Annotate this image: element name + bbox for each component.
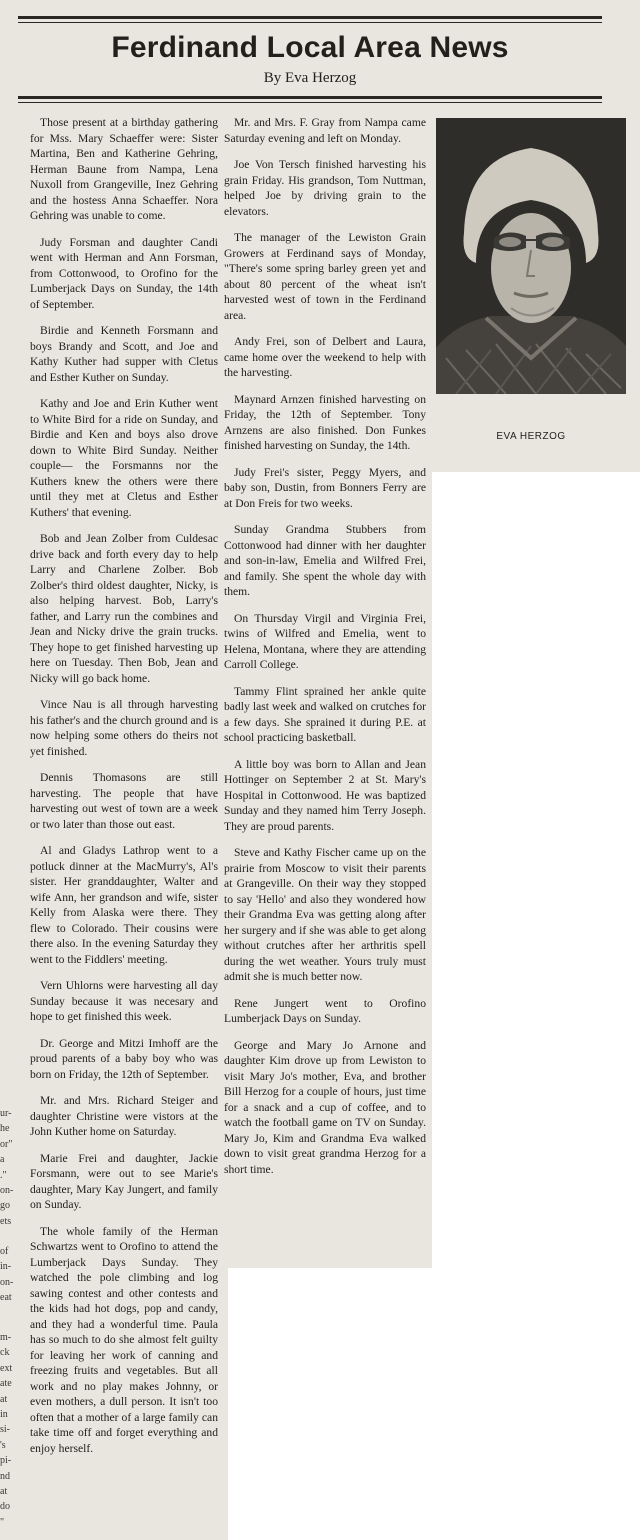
- fragment-line: at: [0, 1486, 8, 1498]
- news-item: Joe Von Tersch finished harvesting his grain Friday. His grandson, Tom Nuttman, helped Joe by driving grain to the elevators.: [224, 158, 426, 218]
- fragment-line: go: [0, 1200, 10, 1212]
- fragment-line: ext: [0, 1362, 13, 1374]
- news-item: Dr. George and Mitzi Imhoff are the proud parents of a baby boy who was born on Friday, the 12th of September.: [30, 1036, 218, 1081]
- header-rule-top: [18, 16, 602, 19]
- portrait-illustration: [436, 118, 626, 394]
- fragment-line: of: [0, 1246, 9, 1257]
- news-item: The manager of the Lewiston Grain Growers at Ferdinand says of Monday, "There's some spring barley green yet and about 80 percent of the wheat isn't harvested west of town in the Ferdinand area.: [224, 231, 426, 322]
- news-item: Bob and Jean Zolber from Culdesac drive back and forth every day to help Larry and Charlene Zolber. Bob Zolber's third oldest daughter, Nicky, is also helping harvest. Bob, Larry's father, and Larry run the combines and Jean and Nicky drive the grain trucks. They hope to get finished harvesting up here on Tuesday. Then Bob, Jean and Nicky will go back home.: [30, 532, 218, 685]
- adjacent-column-fragment-c: [0, 1330, 14, 1530]
- news-item: Judy Frei's sister, Peggy Myers, and baby son, Dustin, from Bonners Ferry are at Don Freis for two weeks.: [224, 465, 426, 510]
- news-item: George and Mary Jo Arnone and daughter Kim drove up from Lewiston to visit Mary Jo's mother, Eva, and brother Bill Herzog for a couple of hours, just time for a snack and a cup of coffee, and to watch the football game on TV on Sunday. Mary Jo, Kim and Grandma Eva walked down to visit great grandma Herzog for a short time.: [224, 1038, 426, 1176]
- fragment-line: or": [0, 1138, 13, 1150]
- photo-caption: EVA HERZOG: [496, 431, 566, 442]
- fragment-line: do: [0, 1501, 10, 1513]
- news-item: Judy Forsman and daughter Candi went with Herman and Ann Forsman, from Cottonwood, to Orofino for the Lumberjack Days on Sunday, the 14th of September.: [30, 235, 218, 311]
- news-item: Those present at a birthday gathering for Mss. Mary Schaeffer were: Sister Martina, Ben and Katherine Gehring, Herman Baune from Nampa, Lena Nuxoll from Grangeville, Inez Gehring and the hostess Anna Schaeffer. Nora Gehring was unable to come.: [30, 116, 218, 222]
- fragment-line: in: [0, 1409, 8, 1421]
- news-item: Mr. and Mrs. Richard Steiger and daughter Christine were vistors at the John Kuther home on Saturday.: [30, 1094, 218, 1138]
- fragment-line: m-: [0, 1332, 12, 1343]
- fragment-line: ate: [0, 1378, 12, 1390]
- fragment-line: .": [0, 1169, 7, 1181]
- header-rule-bottom: [18, 96, 602, 99]
- fragment-line: si-: [0, 1424, 10, 1436]
- article-column-right: [224, 115, 426, 1188]
- fragment-line: nd: [0, 1470, 10, 1482]
- news-item: Rene Jungert went to Orofino Lumberjack Days on Sunday.: [224, 996, 426, 1025]
- adjacent-column-fragment-a: [0, 1106, 14, 1229]
- news-item: Sunday Grandma Stubbers from Cottonwood had dinner with her daughter and son-in-law, Emelia and Wilfred Frei, and family. She spent the whole day with them.: [224, 523, 426, 598]
- fragment-line: he: [0, 1123, 10, 1135]
- news-item: Kathy and Joe and Erin Kuther went to White Bird for a ride on Sunday, and Birdie and Ken and boys also drove down to White Bird Sunday. Neither couple— the Forsmanns nor the Kuthers knew the others were there until they met at Cletus and Esther Kuthers' that evening.: [30, 397, 218, 519]
- page-title: Ferdinand Local Area News: [111, 31, 509, 64]
- news-item: Vince Nau is all through harvesting his father's and the church ground and is now helping some others do theirs not yet finished.: [30, 698, 218, 758]
- news-item: The whole family of the Herman Schwartzs went to Orofino to attend the Lumberjack Days Sunday. They watched the pole climbing and log sawing contest and other contests and the kids had hot dogs, pop and candy, and they had a wonderful time. Paula has so much to do she almost felt guilty for leaving her work of canning and freezing fruits and vegetables. But all work and no play makes Johnny, or even mothers, a dull person. It isn't too often that a mother of a large family can take time off and forget everything and enjoy herself.: [30, 1224, 218, 1455]
- header-rule-bottom-thin: [18, 102, 602, 103]
- news-item: Dennis Thomasons are still harvesting. The people that have harvesting out west of town are a week or two later than those out east.: [30, 771, 218, 831]
- news-item: Birdie and Kenneth Forsmann and boys Brandy and Scott, and Joe and Kathy Kuther had supper with Cletus and Esther Kuther on Sunday.: [30, 324, 218, 384]
- header-rule-top-thin: [18, 22, 602, 23]
- fragment-line: ": [0, 1516, 5, 1528]
- news-item: Andy Frei, son of Delbert and Laura, came home over the weekend to help with the harvesting.: [224, 335, 426, 379]
- fragment-line: pi-: [0, 1455, 12, 1467]
- byline: By Eva Herzog: [263, 70, 357, 86]
- fragment-line: in-: [0, 1261, 12, 1273]
- news-item: Maynard Arnzen finished harvesting on Friday, the 12th of September. Tony Arnzens are also finished. Don Funkes finished harvesting on Sunday, the 14th.: [224, 392, 426, 452]
- adjacent-column-fragment-b: [0, 1244, 14, 1306]
- article-column-left: [30, 115, 218, 1467]
- fragment-line: ur-: [0, 1108, 12, 1119]
- fragment-line: on-: [0, 1185, 14, 1197]
- fragment-line: at: [0, 1393, 8, 1405]
- news-item: On Thursday Virgil and Virginia Frei, twins of Wilfred and Emelia, went to Helena, Montana, where they are attending Carroll College.: [224, 611, 426, 671]
- news-item: Marie Frei and daughter, Jackie Forsmann, were out to see Marie's daughter, Mary Kay Jungert, and family on Sunday.: [30, 1151, 218, 1211]
- fragment-line: a: [0, 1154, 5, 1166]
- author-portrait-photo: [436, 118, 626, 394]
- news-item: Tammy Flint sprained her ankle quite badly last week and walked on crutches for a few days. She sprained it during P.E. at school practicing basketball.: [224, 684, 426, 744]
- fragment-line: 's: [0, 1439, 6, 1451]
- news-item: Vern Uhlorns were harvesting all day Sunday because it was necesary and hope to get finished this week.: [30, 979, 218, 1023]
- fragment-line: on-: [0, 1276, 14, 1288]
- news-item: Al and Gladys Lathrop went to a potluck dinner at the MacMurry's, Al's sister. Her granddaughter, Walter and wife Ann, her grandson and wife, sister Kelly from Alaska were there. They flew to Colorado. Their cousins were there also. In the evening Saturday they went to the Fiddlers' meeting.: [30, 844, 218, 966]
- news-item: Mr. and Mrs. F. Gray from Nampa came Saturday evening and left on Monday.: [224, 116, 426, 145]
- fragment-line: ets: [0, 1215, 12, 1227]
- news-item: A little boy was born to Allan and Jean Hottinger on September 2 at St. Mary's Hospital in Cottonwood. He was baptized Sunday and they named him Terry Joseph. They are proud parents.: [224, 757, 426, 833]
- fragment-line: eat: [0, 1292, 12, 1304]
- fragment-line: ck: [0, 1347, 10, 1359]
- news-item: Steve and Kathy Fischer came up on the prairie from Moscow to visit their parents at Grangeville. On their way they stopped to say 'Hello' and also they wondered how their Grandma Eva was getting along after her surgery and if she was able to get along without crutches after her arthritis spell during the wet weather. Yours truly must admit she is much better now.: [224, 846, 426, 983]
